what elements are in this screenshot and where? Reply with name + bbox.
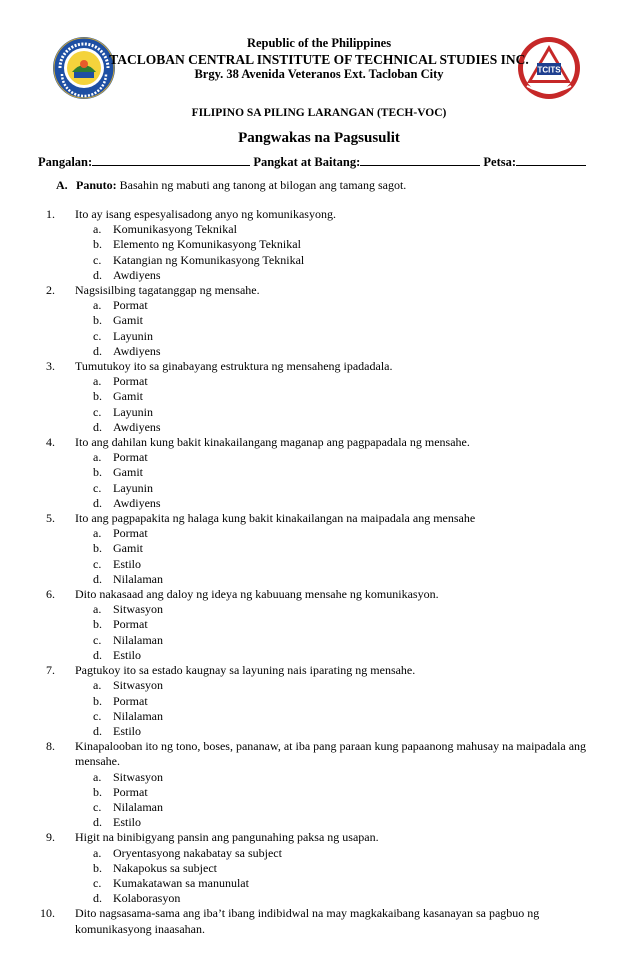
choice-text: Estilo: [113, 723, 142, 738]
choice-text: Awdiyens: [113, 495, 161, 510]
name-label: Pangalan:: [38, 155, 93, 169]
choice-letter: a.: [93, 769, 102, 784]
answer-choice[interactable]: [0, 313, 638, 328]
school-header: [0, 36, 638, 83]
choice-letter: d.: [93, 419, 102, 434]
choice-text: Pormat: [113, 617, 148, 632]
choice-text: Katangian ng Komunikasyong Teknikal: [113, 252, 305, 267]
answer-choice[interactable]: [0, 222, 638, 237]
choice-text: Nakapokus sa subject: [113, 860, 217, 875]
choice-text: Awdiyens: [113, 267, 161, 282]
instructions: [56, 178, 406, 193]
question-number: 1.: [46, 207, 55, 221]
choice-letter: a.: [93, 678, 102, 693]
choice-text: Nilalaman: [113, 632, 163, 647]
answer-choice[interactable]: [0, 450, 638, 465]
answer-choice[interactable]: [0, 694, 638, 709]
answer-choice[interactable]: [0, 617, 638, 632]
choice-letter: c.: [93, 404, 102, 419]
answer-choice[interactable]: [0, 405, 638, 420]
choice-text: Pormat: [113, 450, 148, 465]
question-item: [0, 587, 638, 602]
choice-letter: a.: [93, 845, 102, 860]
choice-letter: c.: [93, 632, 102, 647]
choice-text: Sitwasyon: [113, 769, 164, 784]
answer-choice[interactable]: [0, 557, 638, 572]
choice-list: [0, 678, 638, 739]
exam-title: Pangwakas na Pagsusulit: [238, 130, 400, 146]
choice-text: Layunin: [113, 404, 153, 419]
choice-list: [0, 602, 638, 663]
choice-letter: a.: [93, 450, 102, 465]
answer-choice[interactable]: [0, 815, 638, 830]
section-letter: A.: [56, 178, 68, 192]
choice-text: Nilalaman: [113, 799, 163, 814]
answer-choice[interactable]: [0, 389, 638, 404]
instruction-label: Panuto:: [76, 178, 117, 192]
choice-text: Komunikasyong Teknikal: [113, 222, 237, 237]
choice-text: Estilo: [113, 556, 142, 571]
question-text: Ito ay isang espesyalisadong anyo ng komunikasyong.: [75, 207, 336, 221]
choice-text: Layunin: [113, 328, 153, 343]
answer-choice[interactable]: [0, 329, 638, 344]
question-text: Nagsisilbing tagatanggap ng mensahe.: [75, 283, 260, 298]
answer-choice[interactable]: [0, 541, 638, 556]
choice-text: Oryentasyong nakabatay sa subject: [113, 845, 282, 860]
choice-list: [0, 846, 638, 907]
question-number: 3.: [46, 359, 55, 374]
answer-choice[interactable]: [0, 785, 638, 800]
answer-choice[interactable]: [0, 496, 638, 511]
answer-choice[interactable]: [0, 800, 638, 815]
question-text: Pagtukoy ito sa estado kaugnay sa layuning nais iparating ng mensahe.: [75, 663, 416, 678]
question-item: [0, 830, 638, 845]
answer-choice[interactable]: [0, 861, 638, 876]
question-text: Kinapalooban ito ng tono, boses, pananaw, at iba pang paraan kung papaanong mahusay na maipadala ang mensahe.: [75, 739, 587, 769]
choice-text: Pormat: [113, 526, 148, 541]
question-number: 9.: [46, 830, 55, 845]
answer-choice[interactable]: [0, 526, 638, 541]
question-item: [0, 739, 638, 769]
answer-choice[interactable]: [0, 481, 638, 496]
answer-choice[interactable]: [0, 572, 638, 587]
answer-choice[interactable]: [0, 876, 638, 891]
question-text: Tumutukoy ito sa ginabayang estruktura ng mensaheng ipadadala.: [75, 359, 393, 374]
question-item: [0, 663, 638, 678]
choice-text: Kolaborasyon: [113, 891, 181, 906]
choice-letter: b.: [93, 465, 102, 480]
question-number: 7.: [46, 663, 55, 678]
answer-choice[interactable]: [0, 724, 638, 739]
choice-list: [0, 526, 638, 587]
question-item: [0, 207, 638, 222]
question-number: 4.: [46, 435, 55, 450]
header-address: Brgy. 38 Avenida Veteranos Ext. Tacloban City: [194, 67, 444, 81]
choice-text: Gamit: [113, 541, 143, 556]
answer-choice[interactable]: [0, 298, 638, 313]
question-text: Dito nakasaad ang daloy ng ideya ng kabuuang mensahe ng komunikasyon.: [75, 587, 439, 602]
choice-text: Layunin: [113, 480, 153, 495]
choice-letter: d.: [93, 343, 102, 358]
answer-choice[interactable]: [0, 268, 638, 283]
answer-choice[interactable]: [0, 602, 638, 617]
choice-text: Pormat: [113, 784, 148, 799]
question-text: Higit na binibigyang pansin ang pangunahing paksa ng usapan.: [75, 830, 379, 845]
choice-letter: c.: [93, 328, 102, 343]
header-school-name: TACLOBAN CENTRAL INSTITUTE OF TECHNICAL STUDIES INC.: [109, 51, 529, 67]
choice-letter: c.: [93, 480, 102, 495]
answer-choice[interactable]: [0, 633, 638, 648]
choice-letter: a.: [93, 298, 102, 313]
answer-choice[interactable]: [0, 770, 638, 785]
choice-text: Awdiyens: [113, 343, 161, 358]
answer-choice[interactable]: [0, 846, 638, 861]
grade-label: Pangkat at Baitang:: [253, 155, 361, 169]
answer-choice[interactable]: [0, 891, 638, 906]
answer-choice[interactable]: [0, 420, 638, 435]
choice-text: Nilalaman: [113, 708, 163, 723]
choice-letter: b.: [93, 784, 102, 799]
question-number: 6.: [46, 587, 55, 602]
answer-choice[interactable]: [0, 648, 638, 663]
choice-letter: b.: [93, 860, 102, 875]
choice-list: [0, 298, 638, 359]
question-item: [0, 435, 638, 450]
choice-letter: c.: [93, 556, 102, 571]
choice-letter: b.: [93, 389, 102, 404]
question-number: 5.: [46, 511, 55, 526]
date-blank[interactable]: [516, 154, 586, 166]
choice-letter: a.: [93, 222, 102, 237]
question-text: Ito ang pagpapakita ng halaga kung bakit kinakailangan na maipadala ang mensahe: [75, 511, 476, 526]
date-label: Petsa:: [483, 155, 517, 169]
answer-choice[interactable]: [0, 374, 638, 389]
choice-list: [0, 374, 638, 435]
question-item: [0, 359, 638, 374]
choice-text: Pormat: [113, 693, 148, 708]
header-republic: Republic of the Philippines: [246, 36, 392, 50]
choice-letter: c.: [93, 708, 102, 723]
choice-letter: a.: [93, 374, 102, 389]
subject-title: FILIPINO SA PILING LARANGAN (TECH-VOC): [191, 107, 447, 119]
student-info-fields: [38, 154, 586, 170]
choice-list: [0, 222, 638, 283]
choice-text: Estilo: [113, 647, 142, 662]
choice-letter: c.: [93, 252, 102, 267]
grade-blank[interactable]: [360, 154, 480, 166]
choice-letter: d.: [93, 647, 102, 662]
choice-letter: c.: [93, 875, 102, 890]
answer-choice[interactable]: [0, 237, 638, 252]
choice-letter: d.: [93, 723, 102, 738]
choice-text: Sitwasyon: [113, 602, 164, 617]
choice-text: Nilalaman: [113, 571, 163, 586]
choice-text: Sitwasyon: [113, 678, 164, 693]
answer-choice[interactable]: [0, 344, 638, 359]
logo-lettering: TCITS: [537, 65, 561, 75]
choice-list: [0, 450, 638, 511]
answer-choice[interactable]: [0, 678, 638, 693]
choice-letter: b.: [93, 313, 102, 328]
choice-text: Gamit: [113, 313, 143, 328]
question-text: Ito ang dahilan kung bakit kinakailangang maganap ang pagpapadala ng mensahe.: [75, 435, 470, 450]
choice-letter: d.: [93, 891, 102, 906]
question-item: [0, 906, 638, 936]
answer-choice[interactable]: [0, 253, 638, 268]
choice-letter: b.: [93, 237, 102, 252]
instruction-text: Basahin ng mabuti ang tanong at bilogan ang tamang sagot.: [116, 178, 407, 192]
choice-letter: d.: [93, 495, 102, 510]
choice-list: [0, 770, 638, 831]
choice-text: Elemento ng Komunikasyong Teknikal: [113, 237, 301, 252]
answer-choice[interactable]: [0, 709, 638, 724]
choice-text: Pormat: [113, 298, 148, 313]
question-number: 8.: [46, 739, 55, 754]
name-blank[interactable]: [92, 154, 250, 166]
question-item: [0, 283, 638, 298]
choice-letter: b.: [93, 541, 102, 556]
choice-letter: b.: [93, 693, 102, 708]
choice-text: Gamit: [113, 389, 143, 404]
choice-letter: d.: [93, 267, 102, 282]
question-number: 10.: [40, 906, 55, 921]
question-list: [0, 207, 638, 937]
question-number: 2.: [46, 283, 55, 298]
choice-text: Pormat: [113, 374, 148, 389]
choice-text: Awdiyens: [113, 419, 161, 434]
choice-letter: a.: [93, 526, 102, 541]
question-item: [0, 511, 638, 526]
choice-letter: a.: [93, 602, 102, 617]
choice-letter: d.: [93, 571, 102, 586]
choice-text: Kumakatawan sa manunulat: [113, 875, 249, 890]
question-text: Dito nagsasama-sama ang iba’t ibang indibidwal na may magkakaibang kasanayan sa pagbuo ng komunikasyong inaasahan.: [75, 906, 540, 936]
choice-text: Gamit: [113, 465, 143, 480]
answer-choice[interactable]: [0, 465, 638, 480]
choice-letter: d.: [93, 815, 102, 830]
choice-letter: c.: [93, 799, 102, 814]
choice-letter: b.: [93, 617, 102, 632]
choice-text: Estilo: [113, 815, 142, 830]
